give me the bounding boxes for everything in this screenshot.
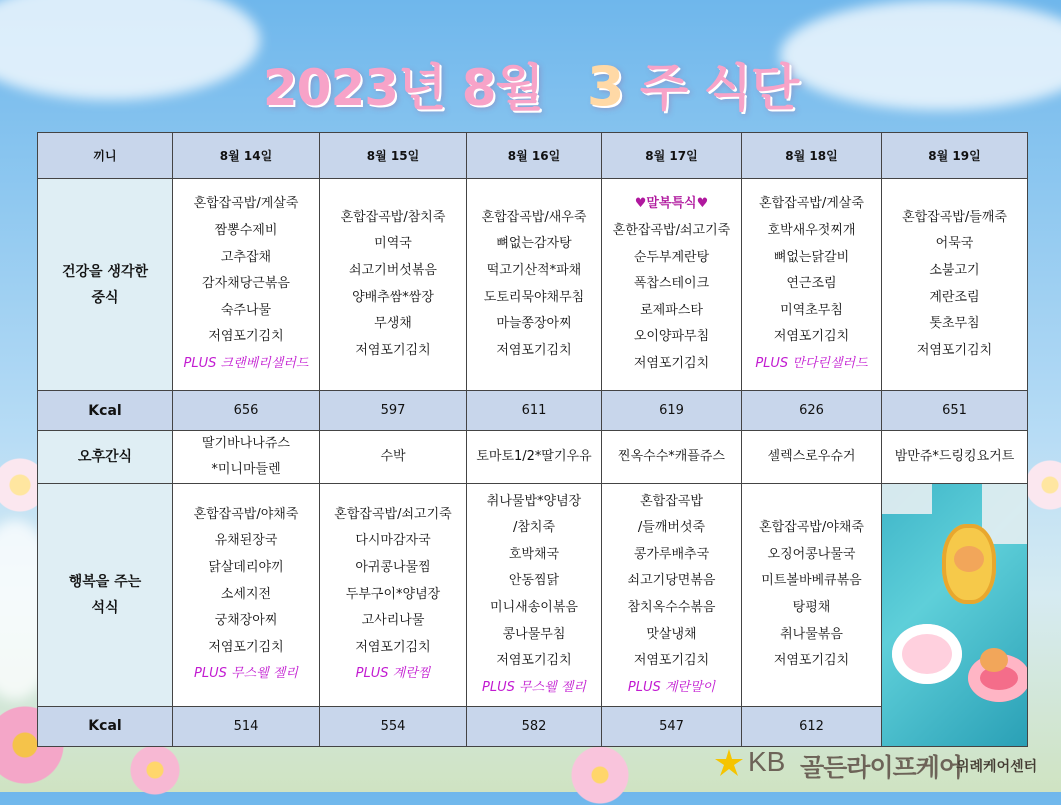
lunch-row [38,179,1028,391]
character-face-icon [954,546,984,572]
menu-item: 고추잡채 [220,249,272,265]
flamingo-float-icon [892,624,962,684]
menu-item: 취나물볶음 [780,626,843,642]
lunch-label [38,179,173,391]
menu-item: 쇠고기당면볶음 [627,573,716,589]
special-menu-label: ♥말복특식♥ [634,196,709,212]
snack-row [38,431,1028,484]
company-logo [710,744,1060,784]
menu-item: 어묵국 [935,236,974,252]
menu-item: 뼈없는감자탕 [496,236,572,252]
menu-item: 미니새송이볶음 [490,599,578,615]
lunch-menu-cell [320,179,467,391]
pool-ladder-decoration [882,484,932,514]
menu-item: 저염포기김치 [916,342,993,358]
snack-cell [882,431,1028,484]
dinner-menu-cell [467,484,602,707]
menu-item: 미역초무침 [780,302,843,318]
day-header: 8월 17일 [602,133,742,179]
menu-item: 숙주나물 [220,302,272,318]
snack-item: 셀렉스로우슈거 [767,449,856,464]
menu-item: 쇠고기버섯볶음 [349,262,437,278]
menu-item: 도토리묵야채무침 [483,289,585,305]
dinner-menu-cell [742,484,882,707]
menu-item: 짬뽕수제비 [214,223,278,239]
menu-item: 저염포기김치 [496,653,572,669]
snack-item: 찐옥수수*캐플쥬스 [618,449,725,464]
page-title [0,48,1061,120]
lunch-menu-cell [467,179,602,391]
menu-item: 닭살데리야끼 [208,560,284,576]
menu-item: 콩가루배추국 [633,546,710,562]
menu-item: 폭찹스테이크 [633,276,710,292]
dinner-row [38,484,1028,707]
kcal-value: 547 [602,706,742,746]
kcal-value: 554 [320,706,467,746]
menu-item: 혼합잡곡밥/야채죽 [193,506,299,522]
plus-item: PLUS 계란말이 [627,679,716,695]
character-face-icon [980,648,1008,672]
snack-cell [173,431,320,484]
dinner-menu-cell [320,484,467,707]
menu-item: 혼합잡곡밥/들깨죽 [902,209,1007,225]
dinner-label-line: 석식 [91,599,119,616]
lunch-kcal-row [38,391,1028,431]
menu-item: 저염포기김치 [773,329,850,345]
snack-label: 오후간식 [38,431,173,484]
snack-item: 딸기바나나쥬스 [202,436,290,451]
day-header: 8월 14일 [173,133,320,179]
logo-kb: KB [748,746,786,777]
kcal-label: Kcal [38,706,173,746]
lunch-menu-cell [602,179,742,391]
plus-item: PLUS 무스웰 젤리 [194,666,298,682]
kcal-value: 514 [173,706,320,746]
menu-item: 혼합잡곡밥/야채죽 [759,520,864,536]
kcal-label: Kcal [38,391,173,431]
title-week [586,55,799,118]
snack-item: 수박 [380,449,406,464]
kcal-value: 651 [882,391,1028,431]
menu-item: 소세지전 [220,586,272,602]
day-header: 8월 18일 [742,133,882,179]
snack-item: 밤만쥬*드링킹요거트 [894,449,1015,464]
pool-illustration [882,484,1027,746]
menu-item: 연근조림 [786,276,837,292]
dinner-label-line: 행복을 주는 [68,573,142,590]
menu-item: 아귀콩나물찜 [355,560,431,576]
kcal-value: 611 [467,391,602,431]
plus-item: PLUS 계란찜 [355,666,431,682]
menu-item: 혼합잡곡밥/게살죽 [759,196,864,212]
menu-item: 저염포기김치 [355,639,431,655]
menu-item: 톳초무침 [929,316,980,332]
flower-decoration [120,745,190,795]
menu-item: 콩나물무침 [502,626,566,642]
snack-cell [320,431,467,484]
dinner-menu-cell [602,484,742,707]
menu-item: 오징어콩나물국 [767,546,856,562]
menu-item: 탕평채 [792,599,831,615]
meal-header: 끼니 [38,133,173,179]
menu-item: 참치옥수수볶음 [627,599,716,615]
menu-item: 계란조림 [929,289,980,305]
day-header: 8월 19일 [882,133,1028,179]
dinner-menu-cell [173,484,320,707]
title-week-number: 3 [586,55,624,118]
menu-item: 두부구이*양념장 [345,586,441,602]
meal-plan-table [37,132,1028,747]
menu-item: 미트볼바베큐볶음 [761,573,862,589]
menu-item: 오이양파무침 [633,329,710,345]
snack-item: *미니마들렌 [211,462,281,477]
title-week-label: 주 식단 [639,59,799,117]
menu-item: 뼈없는닭갈비 [773,249,850,265]
kcal-value: 612 [742,706,882,746]
menu-item: 호박새우젓찌개 [767,223,856,239]
menu-item: 감자채당근볶음 [202,276,290,292]
menu-item: 떡고기산적*파채 [486,262,582,278]
lunch-menu-cell [173,179,320,391]
menu-item: 로제파스타 [640,302,703,318]
kcal-value: 619 [602,391,742,431]
menu-item: 저염포기김치 [208,329,284,345]
snack-cell [742,431,882,484]
logo-center-name: 위례케어센터 [956,759,1038,775]
menu-item: 혼합잡곡밥/게살죽 [193,196,299,212]
menu-item: 소불고기 [929,262,980,278]
pool-illustration-cell [882,484,1028,747]
kcal-value: 656 [173,391,320,431]
menu-item: 미역국 [374,236,412,252]
menu-item: 궁채장아찌 [214,613,278,629]
menu-item: 호박채국 [508,546,560,562]
menu-item: 순두부계란탕 [633,249,710,265]
star-logo-icon [714,748,744,778]
menu-item: 저염포기김치 [496,342,572,358]
flower-decoration [560,745,640,805]
lunch-label-line: 중식 [91,289,119,306]
menu-item: 맛살냉채 [646,626,697,642]
menu-item: 고사리나물 [361,613,425,629]
plus-item: PLUS 무스웰 젤리 [482,679,586,695]
menu-item: 마늘쫑장아찌 [496,316,572,332]
menu-item: 혼합잡곡밥/새우죽 [481,209,587,225]
kcal-value: 626 [742,391,882,431]
menu-item: 저염포기김치 [773,653,850,669]
menu-item: 혼합잡곡밥/참치죽 [340,209,446,225]
menu-item: 유채된장국 [214,533,278,549]
menu-item: 혼합잡곡밥 [640,493,703,509]
menu-item: 양배추쌈*쌈장 [352,289,434,305]
day-header: 8월 16일 [467,133,602,179]
lunch-menu-cell [882,179,1028,391]
menu-item: 혼합잡곡밥/쇠고기죽 [334,506,452,522]
menu-item: 안동찜닭 [508,573,560,589]
kcal-value: 582 [467,706,602,746]
menu-item: 다시마감자국 [355,533,431,549]
menu-item: 저염포기김치 [633,355,710,371]
menu-item: 취나물밥*양념장 [486,493,582,509]
menu-item: 저염포기김치 [355,342,431,358]
header-row [38,133,1028,179]
day-header: 8월 15일 [320,133,467,179]
snack-cell [602,431,742,484]
lunch-label-line: 건강을 생각한 [61,263,149,280]
menu-item: 저염포기김치 [208,639,284,655]
menu-item: 혼한잡곡밥/쇠고기죽 [612,223,731,239]
menu-item: 무생채 [374,316,412,332]
dinner-label [38,484,173,707]
menu-item: /참치죽 [512,520,556,536]
dinner-kcal-row [38,706,1028,746]
plus-item: PLUS 크랜베리샐러드 [183,355,309,371]
snack-cell [467,431,602,484]
menu-item: 저염포기김치 [633,653,710,669]
snack-item: 토마토1/2*딸기우유 [476,449,592,464]
menu-item: /들깨버섯죽 [637,520,706,536]
plus-item: PLUS 만다린샐러드 [755,355,868,371]
kcal-value: 597 [320,391,467,431]
lunch-menu-cell [742,179,882,391]
title-month: 2023년 8월 [262,59,543,117]
logo-brand: 골든라이프케어 [800,753,963,782]
